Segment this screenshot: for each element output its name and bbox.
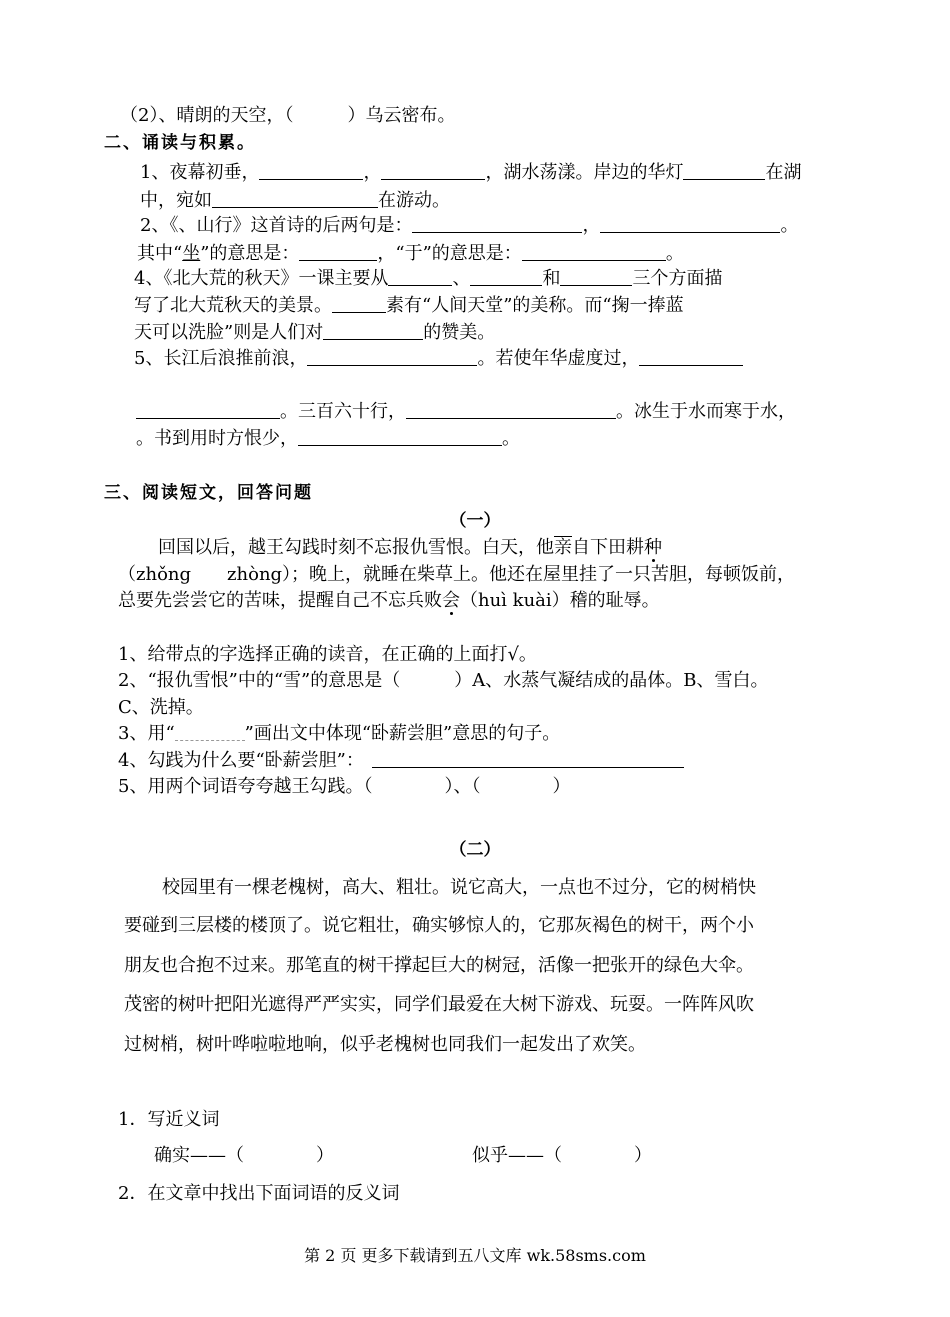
b-q1: 1．写近义词 [118,1109,220,1130]
s2-q4-text-a: 4、《北大荒的秋天》一课主要从 [134,268,389,289]
section-3-heading: 三、阅读短文，回答问题 [104,483,313,503]
blank[interactable] [560,267,632,286]
p1-line2: （zhǒng zhòng）；晚上，就睡在柴草上。他还在屋里挂了一只苦胆，每顿饭前， [118,564,796,585]
blank[interactable] [307,347,477,366]
s2-q4-text-e: 写了北大荒秋天的美景。 [134,295,332,316]
p1-line3 [118,589,660,613]
s3-q2-option-c: C、洗掉。 [118,697,204,718]
blank[interactable] [639,347,743,366]
s2-q1-text-e: 中，宛如 [140,190,212,211]
s2-q2-text-b: ， [582,215,601,236]
blank[interactable] [470,267,542,286]
s2-q4-line1 [134,267,722,291]
s2-q2-text-c: 。 [780,215,799,236]
blank[interactable] [683,161,765,180]
s3-q3-text-b: ”画出文中体现“卧薪尝胆”意思的句子。 [244,723,561,744]
part-1-title: （一） [449,511,501,531]
blank[interactable] [412,214,582,233]
p2-line2: 要碰到三层楼的楼顶了。说它粗壮，确实够惊人的，它那灰褐色的树干，两个小 [124,915,754,936]
p1-text-d: 总要先尝尝它的苦味，提醒自己不忘兵败 [118,590,442,611]
s2-q2-text-f: ”的意思是： [200,243,300,264]
s2-q5-text-c: 。三百六十行， [280,401,406,422]
p1-dotted-char-hui: 会 [442,590,460,611]
s2-q4-text-f: 素有“人间天堂”的美称。而“掬一捧蓝 [386,295,684,316]
blank[interactable] [372,749,684,768]
b-q1-b: 似乎——（ ） [472,1145,652,1166]
s2-q4-line3 [134,321,495,345]
p2-line3: 朋友也合抱不过来。那笔直的树干撑起巨大的树冠，活像一把张开的绿色大伞。 [124,955,754,976]
p1-text-c: 自下田耕 [572,537,644,558]
p1-text-a: 回国以后，越王勾践时刻不忘报仇雪恨。白天，他 [158,537,554,558]
s2-q2-text-d: 其中“ [137,243,183,264]
s2-q2-line2 [137,242,684,266]
s2-q5-text-a: 5、长江后浪推前浪， [134,348,308,369]
blank[interactable] [136,400,280,419]
b-q1-a: 确实——（ ） [154,1145,334,1166]
blank[interactable] [406,400,616,419]
blank[interactable] [212,189,378,208]
blank[interactable] [259,161,363,180]
s3-q3 [118,722,560,746]
blank[interactable] [323,321,423,340]
section-2-heading: 二、诵读与积累。 [104,133,256,153]
b-q2: 2．在文章中找出下面词语的反义词 [118,1183,400,1204]
s2-q4-text-d: 三个方面描 [632,268,723,289]
p2-line5: 过树梢，树叶哗啦啦地响，似乎老槐树也同我们一起发出了欢笑。 [124,1034,646,1055]
s2-q5-line1 [134,347,743,371]
s2-q2-text-h: 。 [665,243,684,264]
s2-q5-text-f: 。 [502,428,520,449]
s2-q1-line2 [140,189,450,213]
p2-line4: 茂密的树叶把阳光遮得严严实实，同学们最爱在大树下游戏、玩耍。一阵阵风吹 [124,994,754,1015]
p1-line1 [158,536,662,560]
s2-q4-text-h: 的赞美。 [423,322,496,343]
s2-q1-text-d: 在湖 [765,162,802,183]
s2-q4-line2 [134,294,684,318]
p1-dotted-char-zhong: 种 [644,537,662,558]
wavy-line-sample [175,724,245,741]
p1-text-e: （huì kuài）稽的耻辱。 [460,590,660,611]
p1-marked-char: 亲 [554,537,572,558]
blank[interactable] [600,214,780,233]
blank[interactable] [381,161,485,180]
blank[interactable] [332,294,386,313]
s3-q4 [118,749,684,773]
s3-q5: 5、用两个词语夸夸越王勾践。（ ）、（ ） [118,776,571,797]
part-2-title: （二） [449,840,501,860]
question-2-sky: （2）、晴朗的天空，（ ）乌云密布。 [120,105,456,126]
s2-q2-key-char: 坐 [182,243,201,264]
s2-q2-text-g: ，“于”的意思是： [377,243,522,264]
s2-q4-text-g: 天可以洗脸”则是人们对 [134,322,324,343]
s2-q5-text-d: 。冰生于水而寒于水， [616,401,796,422]
s3-q2: 2、“报仇雪恨”中的“雪”的意思是（ ）A、水蒸气凝结成的晶体。B、雪白。 [118,670,769,691]
blank[interactable] [298,427,502,446]
s2-q5-text-b: 。若使年华虚度过， [477,348,640,369]
s3-q4-text: 4、勾践为什么要“卧薪尝胆”： [118,750,364,771]
blank[interactable] [522,242,666,261]
s2-q1-text-f: 在游动。 [378,190,450,211]
s2-q2-text-a: 2、《、山行》这首诗的后两句是： [140,215,413,236]
p2-line1: 校园里有一棵老槐树，高大、粗壮。说它高大，一点也不过分，它的树梢快 [162,877,756,898]
s3-q3-text-a: 3、用“ [118,723,175,744]
s2-q4-text-c: 和 [542,268,561,289]
s2-q1-text-b: ， [363,162,382,183]
s2-q1-line1 [140,161,801,185]
s2-q1-text-c: ，湖水荡漾。岸边的华灯 [485,162,684,183]
s2-q4-text-b: 、 [452,268,471,289]
s2-q1-text-a: 1、夜幕初垂， [140,162,260,183]
s2-q5-line3 [136,427,520,451]
blank[interactable] [299,242,377,261]
s3-q1: 1、给带点的字选择正确的读音，在正确的上面打√。 [118,644,537,665]
blank[interactable] [388,267,452,286]
s2-q5-line2 [136,400,796,424]
page-footer: 第 2 页 更多下载请到五八文库 wk.58sms.com [304,1246,646,1265]
s2-q2-line1 [140,214,798,238]
s2-q5-text-e: 。书到用时方恨少， [136,428,298,449]
